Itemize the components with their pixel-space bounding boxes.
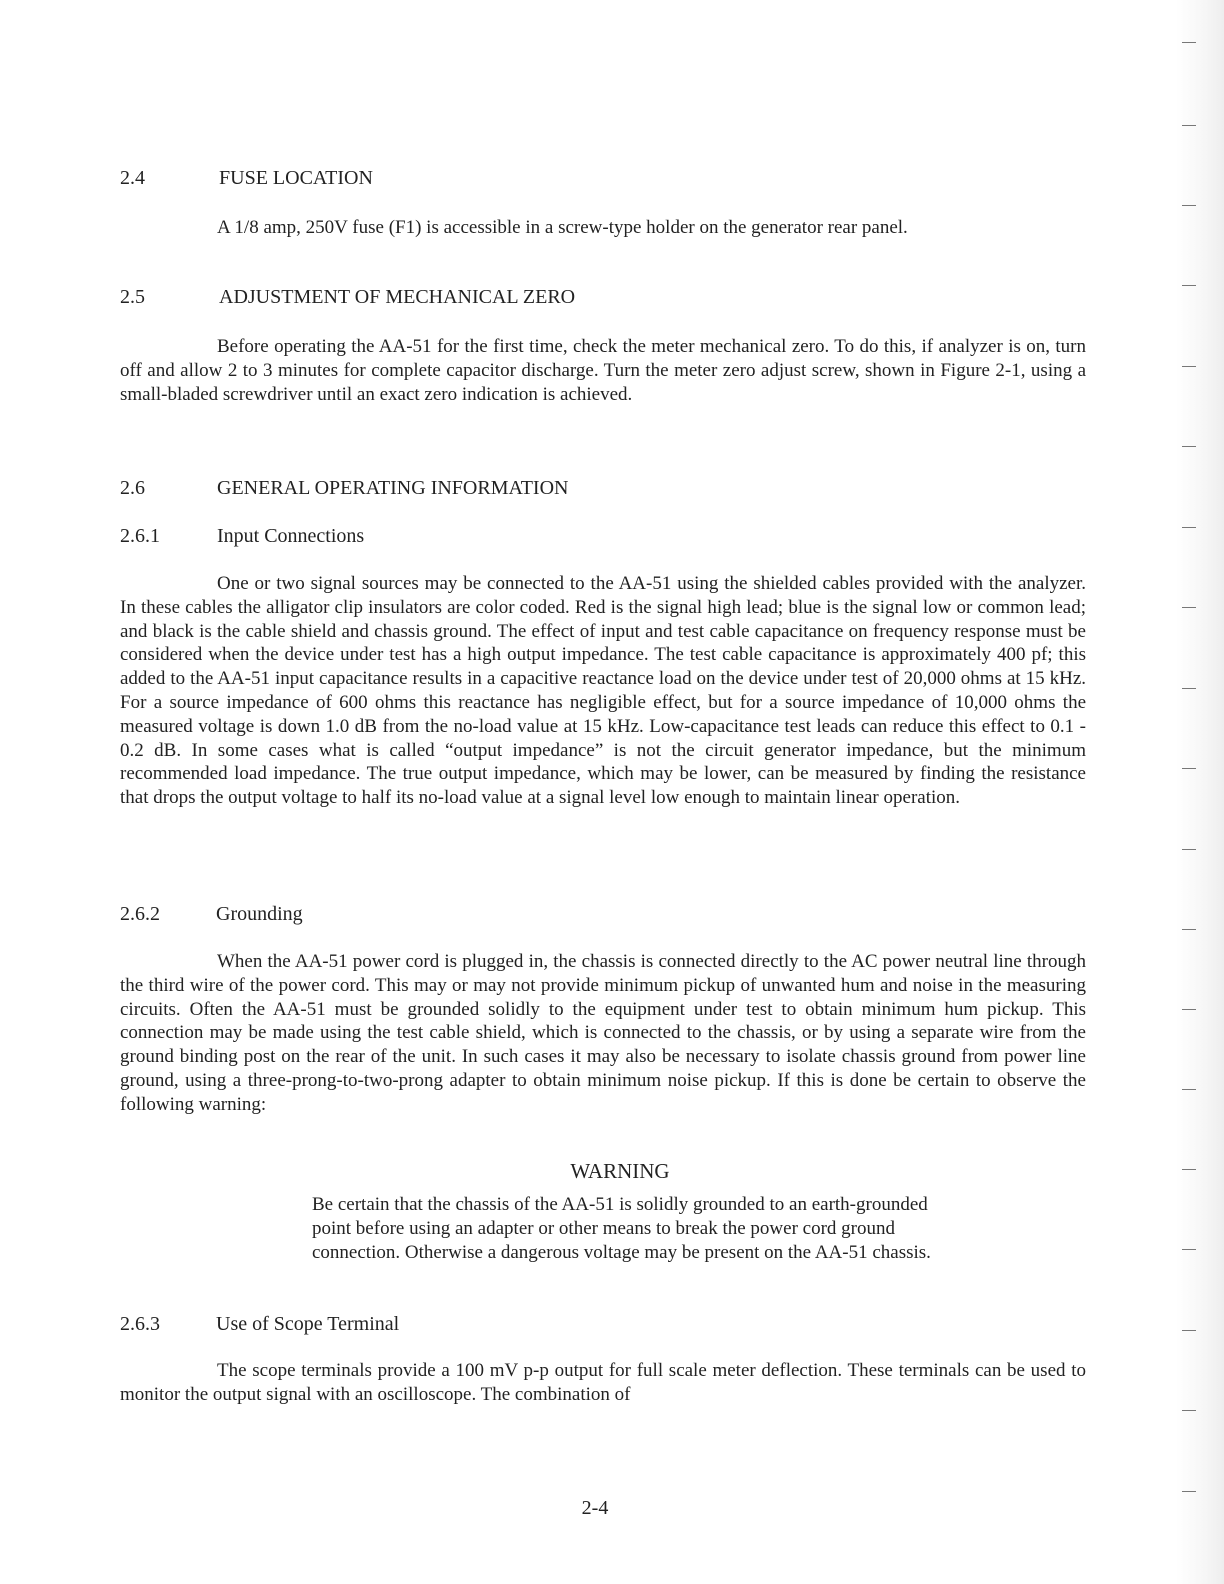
section-title-fuse-location: FUSE LOCATION <box>219 167 373 189</box>
binding-tick <box>1182 607 1196 608</box>
grounding-text <box>120 950 1086 1117</box>
binding-tick <box>1182 42 1196 43</box>
mechanical-zero-body: Before operating the AA-51 for the first time, check the meter mechanical zero. To do this, if analyzer is on, turn off and allow 2 to 3 minutes for complete capacitor discharge. Turn the meter zero adjust screw, shown in Figure 2-1, using a small-bladed screwdriver until an exact zero indication is achieved. <box>120 336 1086 405</box>
warning-body: Be certain that the chassis of the AA-51 is solidly grounded to an earth-grounded point before using an adapter or other means to break the power cord ground connection. Otherwise a dangerous voltage may be present on the AA-51 chassis. <box>312 1194 931 1263</box>
section-title-general-operating: GENERAL OPERATING INFORMATION <box>217 477 569 499</box>
mechanical-zero-text <box>120 335 1086 406</box>
input-connections-text <box>120 572 1086 810</box>
binding-tick <box>1182 125 1196 126</box>
binding-tick <box>1182 1009 1196 1010</box>
section-title-mechanical-zero: ADJUSTMENT OF MECHANICAL ZERO <box>219 286 576 308</box>
scope-terminal-text <box>120 1359 1086 1407</box>
warning-title: WARNING <box>570 1159 670 1183</box>
binding-tick <box>1182 285 1196 286</box>
section-number-2-6-2: 2.6.2 <box>120 903 160 925</box>
section-title-scope-terminal: Use of Scope Terminal <box>216 1313 400 1335</box>
binding-tick <box>1182 1410 1196 1411</box>
section-title-grounding: Grounding <box>216 903 303 925</box>
binding-tick <box>1182 849 1196 850</box>
fuse-location-body: A 1/8 amp, 250V fuse (F1) is accessible in a screw-type holder on the generator rear panel. <box>217 217 908 238</box>
binding-tick <box>1182 366 1196 367</box>
page-number: 2-4 <box>581 1497 609 1519</box>
binding-edge <box>1176 0 1224 1584</box>
binding-tick <box>1182 1330 1196 1331</box>
binding-tick <box>1182 205 1196 206</box>
binding-tick <box>1182 929 1196 930</box>
input-connections-body: One or two signal sources may be connected to the AA-51 using the shielded cables provided with the analyzer. In these cables the alligator clip insulators are color coded. Red is the signal high lead; blue is the signal low or common lead; and black is the cable shield and chassis ground. The effect of input and test cable capacitance on frequency response must be considered when the device under test has a high output impedance. The test cable capacitance is approximately 400 pf; this added to the AA-51 input capacitance results in a capacitive reactance load on the device under test of 20,000 ohms at 15 kHz. For a source impedance of 600 ohms this reactance has negligible effect, but for a source impedance of 10,000 ohms the measured voltage is down 1.0 dB from the no-load value at 15 kHz. Low-capacitance test leads can reduce this effect to 0.1 - 0.2 dB. In some cases what is called “output impedance” is not the circuit generator impedance, but the minimum recommended load impedance. The true output impedance, which may be lower, can be measured by finding the resistance that drops the output voltage to half its no-load value at a signal level low enough to maintain linear operation. <box>120 573 1086 809</box>
binding-tick <box>1182 446 1196 447</box>
binding-tick <box>1182 1249 1196 1250</box>
scope-terminal-body: The scope terminals provide a 100 mV p-p output for full scale meter deflection. These terminals can be used to monitor the output signal with an oscilloscope. The combination of <box>120 1360 1086 1405</box>
section-number-2-5: 2.5 <box>120 286 145 308</box>
binding-tick <box>1182 527 1196 528</box>
section-title-input-connections: Input Connections <box>217 525 365 547</box>
binding-tick <box>1182 1491 1196 1492</box>
binding-tick <box>1182 1169 1196 1170</box>
grounding-body: When the AA-51 power cord is plugged in, the chassis is connected directly to the AC power neutral line through the third wire of the power cord. This may or may not provide minimum pickup of unwanted hum and noise in the measuring circuits. Often the AA-51 must be grounded solidly to the equipment under test to obtain minimum hum pickup. This connection may be made using the test cable shield, which is connected to the chassis, or by using a separate wire from the ground binding post on the rear of the unit. In such cases it may also be necessary to isolate chassis ground from power line ground, using a three-prong-to-two-prong adapter to obtain minimum noise pickup. If this is done be certain to observe the following warning: <box>120 951 1086 1115</box>
fuse-location-text <box>217 216 1087 240</box>
binding-tick <box>1182 688 1196 689</box>
binding-tick <box>1182 768 1196 769</box>
binding-tick <box>1182 1089 1196 1090</box>
section-number-2-6: 2.6 <box>120 477 145 499</box>
section-number-2-6-3: 2.6.3 <box>120 1313 160 1335</box>
section-number-2-4: 2.4 <box>120 167 145 189</box>
section-number-2-6-1: 2.6.1 <box>120 525 160 547</box>
